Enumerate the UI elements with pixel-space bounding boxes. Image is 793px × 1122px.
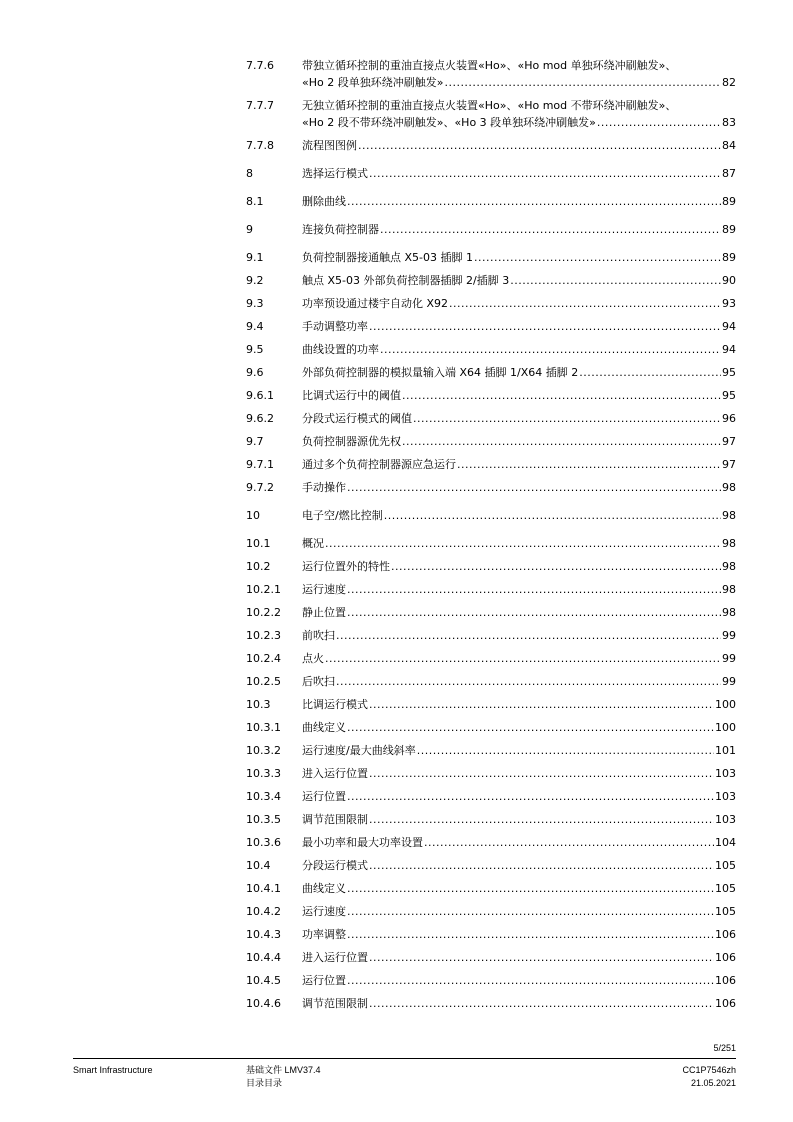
dot-leader <box>369 949 714 966</box>
toc-entry-line <box>302 193 736 210</box>
toc-entry-line <box>302 74 736 91</box>
toc-entry[interactable] <box>246 581 736 598</box>
toc-entry-title: 负荷控制器接通触点 X5-03 插脚 1 <box>302 251 473 264</box>
toc-entry-line <box>302 604 736 621</box>
dot-leader <box>358 137 721 154</box>
toc-entry-number: 10.2 <box>246 560 271 573</box>
toc-entry-page: 105 <box>715 859 736 872</box>
toc-entry-body <box>302 364 736 381</box>
toc-entry-line <box>302 558 736 575</box>
toc-entry-title: 运行速度 <box>302 905 346 918</box>
toc-entry-body <box>302 742 736 759</box>
toc-entry-number: 10.3.2 <box>246 744 281 757</box>
toc-entry-line <box>302 857 736 874</box>
footer-section: 目录目录 <box>246 1078 283 1088</box>
toc-entry[interactable] <box>246 57 736 91</box>
footer-document <box>246 1064 321 1090</box>
dot-leader <box>424 834 714 851</box>
toc-entry-line <box>302 535 736 552</box>
toc-entry-body <box>302 318 736 335</box>
dot-leader <box>474 249 721 266</box>
dot-leader <box>336 627 721 644</box>
toc-entry[interactable] <box>246 880 736 897</box>
dot-leader <box>325 650 721 667</box>
toc-entry-page: 98 <box>722 537 736 550</box>
dot-leader <box>369 696 714 713</box>
toc-entry-line <box>302 114 736 131</box>
toc-entry-title: 前吹扫 <box>302 629 335 642</box>
dot-leader <box>444 74 721 91</box>
toc-entry[interactable] <box>246 857 736 874</box>
toc-entry-body <box>302 433 736 450</box>
toc-entry-number: 10.2.1 <box>246 583 281 596</box>
dot-leader <box>579 364 721 381</box>
toc-entry-body <box>302 903 736 920</box>
dot-leader <box>369 765 714 782</box>
toc-entry-title: 带独立循环控制的重油直接点火装置«Ho»、«Ho mod 单独环绕冲刷触发»、 <box>302 59 677 72</box>
toc-entry-line <box>302 57 736 74</box>
dot-leader <box>347 788 714 805</box>
toc-entry-line <box>302 880 736 897</box>
toc-entry-number: 7.7.7 <box>246 99 274 112</box>
toc-entry[interactable] <box>246 318 736 335</box>
dot-leader <box>380 341 721 358</box>
toc-entry-page: 87 <box>722 167 736 180</box>
toc-entry-line <box>302 972 736 989</box>
toc-entry[interactable] <box>246 193 736 210</box>
toc-entry-line <box>302 479 736 496</box>
toc-entry-title: «Ho 2 段单独环绕冲刷触发» <box>302 76 444 89</box>
toc-entry-number: 10.4 <box>246 859 271 872</box>
toc-entry-title: 无独立循环控制的重油直接点火装置«Ho»、«Ho mod 不带环绕冲刷触发»、 <box>302 99 677 112</box>
toc-entry-page: 99 <box>722 675 736 688</box>
toc-entry-body <box>302 673 736 690</box>
dot-leader <box>347 479 721 496</box>
toc-entry-title: 进入运行位置 <box>302 767 368 780</box>
dot-leader <box>449 295 721 312</box>
toc-entry-line <box>302 650 736 667</box>
toc-entry-page: 93 <box>722 297 736 310</box>
toc-entry-line <box>302 581 736 598</box>
toc-entry[interactable] <box>246 535 736 552</box>
toc-entry-body <box>302 341 736 358</box>
toc-entry-title: 静止位置 <box>302 606 346 619</box>
toc-entry-page: 99 <box>722 629 736 642</box>
toc-entry-line <box>302 387 736 404</box>
toc-entry-title: 运行位置 <box>302 974 346 987</box>
toc-entry[interactable] <box>246 926 736 943</box>
toc-entry-title: 功率调整 <box>302 928 346 941</box>
toc-entry-line <box>302 318 736 335</box>
toc-entry-title: 曲线定义 <box>302 721 346 734</box>
toc-entry[interactable] <box>246 765 736 782</box>
dot-leader <box>380 221 721 238</box>
toc-entry-title: 后吹扫 <box>302 675 335 688</box>
toc-entry-page: 89 <box>722 251 736 264</box>
toc-entry-line <box>302 995 736 1012</box>
toc-entry-title: 外部负荷控制器的模拟量输入端 X64 插脚 1/X64 插脚 2 <box>302 366 579 379</box>
toc-entry-number: 10.3.6 <box>246 836 281 849</box>
toc-entry-number: 9.6.1 <box>246 389 274 402</box>
dot-leader <box>369 165 721 182</box>
toc-entry-title: 通过多个负荷控制器源应急运行 <box>302 458 456 471</box>
toc-entry[interactable] <box>246 410 736 427</box>
toc-entry-title: 点火 <box>302 652 324 665</box>
toc-entry-title: 电子空/燃比控制 <box>302 509 383 522</box>
toc-entry-page: 95 <box>722 389 736 402</box>
toc-entry-body <box>302 811 736 828</box>
toc-entry-page: 106 <box>715 951 736 964</box>
dot-leader <box>325 535 721 552</box>
dot-leader <box>402 433 721 450</box>
toc-entry-number: 10.3.5 <box>246 813 281 826</box>
toc-entry-title: 调节范围限制 <box>302 997 368 1010</box>
toc-entry-title: 运行速度/最大曲线斜率 <box>302 744 416 757</box>
toc-entry-page: 106 <box>715 928 736 941</box>
dot-leader <box>391 558 721 575</box>
dot-leader <box>384 507 721 524</box>
dot-leader <box>457 456 721 473</box>
toc-entry-page: 97 <box>722 435 736 448</box>
toc-entry-page: 94 <box>722 320 736 333</box>
toc-entry-number: 9.5 <box>246 343 264 356</box>
toc-entry-body <box>302 926 736 943</box>
toc-entry-line <box>302 221 736 238</box>
toc-entry-title: 运行位置 <box>302 790 346 803</box>
toc-entry-line <box>302 97 736 114</box>
toc-entry[interactable] <box>246 387 736 404</box>
toc-entry-number: 9.7.1 <box>246 458 274 471</box>
toc-entry-page: 96 <box>722 412 736 425</box>
toc-entry-page: 90 <box>722 274 736 287</box>
footer-divider <box>73 1058 736 1059</box>
toc-entry-page: 98 <box>722 583 736 596</box>
toc-entry-title: 比调运行模式 <box>302 698 368 711</box>
dot-leader <box>510 272 721 289</box>
toc-entry-number: 10.4.3 <box>246 928 281 941</box>
toc-entry[interactable] <box>246 558 736 575</box>
toc-entry-title: 进入运行位置 <box>302 951 368 964</box>
toc-entry[interactable] <box>246 627 736 644</box>
toc-entry-body <box>302 788 736 805</box>
toc-entry-number: 7.7.8 <box>246 139 274 152</box>
toc-entry[interactable] <box>246 272 736 289</box>
toc-entry-body <box>302 995 736 1012</box>
toc-entry-page: 97 <box>722 458 736 471</box>
toc-entry-title: 负荷控制器源优先权 <box>302 435 401 448</box>
dot-leader <box>402 387 721 404</box>
dot-leader <box>369 318 721 335</box>
footer-company <box>73 1064 153 1077</box>
toc-entry-line <box>302 834 736 851</box>
toc-entry-line <box>302 341 736 358</box>
toc-entry-line <box>302 507 736 524</box>
toc-entry-number: 10.3.1 <box>246 721 281 734</box>
toc-entry-title: 调节范围限制 <box>302 813 368 826</box>
toc-entry-page: 94 <box>722 343 736 356</box>
toc-entry-number: 9.7.2 <box>246 481 274 494</box>
toc-entry-line <box>302 410 736 427</box>
toc-entry[interactable] <box>246 604 736 621</box>
toc-entry-body <box>302 456 736 473</box>
toc-entry-page: 103 <box>715 767 736 780</box>
toc-entry-page: 84 <box>722 139 736 152</box>
toc-entry-line <box>302 765 736 782</box>
toc-entry-title: 触点 X5-03 外部负荷控制器插脚 2/插脚 3 <box>302 274 510 287</box>
footer-company-name: Smart Infrastructure <box>73 1065 153 1075</box>
toc-entry-line <box>302 903 736 920</box>
toc-entry-page: 103 <box>715 790 736 803</box>
toc-entry-title: 曲线设置的功率 <box>302 343 379 356</box>
toc-entry-page: 98 <box>722 481 736 494</box>
toc-entry-line <box>302 949 736 966</box>
toc-entry-body <box>302 949 736 966</box>
toc-entry-title: 概况 <box>302 537 324 550</box>
toc-entry-body <box>302 857 736 874</box>
toc-entry[interactable] <box>246 650 736 667</box>
toc-entry-page: 99 <box>722 652 736 665</box>
toc-entry-body <box>302 581 736 598</box>
toc-entry-number: 9.3 <box>246 297 264 310</box>
toc-entry-body <box>302 479 736 496</box>
toc-entry-body <box>302 387 736 404</box>
dot-leader <box>336 673 721 690</box>
toc-entry-number: 9.6 <box>246 366 264 379</box>
footer-doc-title: 基础文件 LMV37.4 <box>246 1065 321 1075</box>
toc-entry-page: 105 <box>715 882 736 895</box>
toc-entry-page: 106 <box>715 997 736 1010</box>
toc-entry-body <box>302 221 736 238</box>
toc-entry[interactable] <box>246 995 736 1012</box>
dot-leader <box>413 410 721 427</box>
toc-entry[interactable] <box>246 507 736 524</box>
toc-entry-title: 分段式运行模式的阈值 <box>302 412 412 425</box>
toc-entry-body <box>302 410 736 427</box>
toc-entry[interactable] <box>246 433 736 450</box>
toc-entry-body <box>302 972 736 989</box>
toc-entry[interactable] <box>246 696 736 713</box>
toc-entry-number: 10.4.1 <box>246 882 281 895</box>
toc-entry-body <box>302 165 736 182</box>
toc-entry-page: 101 <box>715 744 736 757</box>
toc-entry-page: 82 <box>722 76 736 89</box>
toc-entry[interactable] <box>246 742 736 759</box>
toc-entry-body <box>302 57 736 91</box>
toc-entry-number: 10 <box>246 509 260 522</box>
toc-entry[interactable] <box>246 295 736 312</box>
toc-entry-number: 9.7 <box>246 435 264 448</box>
toc-entry-line <box>302 719 736 736</box>
toc-entry-number: 8 <box>246 167 253 180</box>
toc-entry[interactable] <box>246 221 736 238</box>
toc-entry[interactable] <box>246 97 736 131</box>
toc-entry-body <box>302 719 736 736</box>
toc-entry-line <box>302 673 736 690</box>
toc-entry-title: 曲线定义 <box>302 882 346 895</box>
toc-entry-body <box>302 696 736 713</box>
toc-entry-number: 10.2.4 <box>246 652 281 665</box>
toc-entry-number: 9.6.2 <box>246 412 274 425</box>
toc-entry-line <box>302 788 736 805</box>
toc-entry-number: 10.2.5 <box>246 675 281 688</box>
table-of-contents <box>246 57 736 1018</box>
toc-entry[interactable] <box>246 903 736 920</box>
toc-entry-title: 连接负荷控制器 <box>302 223 379 236</box>
toc-entry-title: 流程图图例 <box>302 139 357 152</box>
toc-entry-body <box>302 558 736 575</box>
toc-entry-title: 运行速度 <box>302 583 346 596</box>
toc-entry[interactable] <box>246 949 736 966</box>
toc-entry-page: 104 <box>715 836 736 849</box>
toc-entry[interactable] <box>246 341 736 358</box>
toc-entry[interactable] <box>246 456 736 473</box>
toc-entry-page: 103 <box>715 813 736 826</box>
toc-entry-body <box>302 627 736 644</box>
toc-entry-page: 83 <box>722 116 736 129</box>
dot-leader <box>347 880 714 897</box>
toc-entry-body <box>302 193 736 210</box>
toc-entry-page: 106 <box>715 974 736 987</box>
dot-leader <box>597 114 721 131</box>
toc-entry-number: 9.2 <box>246 274 264 287</box>
toc-entry-line <box>302 433 736 450</box>
toc-entry-page: 100 <box>715 721 736 734</box>
toc-entry-number: 10.4.6 <box>246 997 281 1010</box>
footer-date: 21.05.2021 <box>690 1078 736 1088</box>
dot-leader <box>347 604 721 621</box>
dot-leader <box>347 972 714 989</box>
toc-entry[interactable] <box>246 165 736 182</box>
toc-entry-line <box>302 811 736 828</box>
dot-leader <box>369 857 714 874</box>
toc-entry[interactable] <box>246 811 736 828</box>
toc-entry-body <box>302 295 736 312</box>
toc-entry-body <box>302 880 736 897</box>
toc-entry-title: 功率预设通过楼宇自动化 X92 <box>302 297 449 310</box>
toc-entry[interactable] <box>246 788 736 805</box>
toc-entry-title: 比调式运行中的阈值 <box>302 389 401 402</box>
toc-entry-page: 89 <box>722 223 736 236</box>
page-number: 5/251 <box>713 1043 736 1053</box>
toc-entry-title: 分段运行模式 <box>302 859 368 872</box>
toc-entry-page: 98 <box>722 606 736 619</box>
toc-entry[interactable] <box>246 673 736 690</box>
toc-entry-line <box>302 456 736 473</box>
dot-leader <box>347 719 714 736</box>
toc-entry-line <box>302 272 736 289</box>
footer-meta <box>682 1064 736 1090</box>
toc-entry-page: 98 <box>722 509 736 522</box>
toc-entry-number: 10.3.4 <box>246 790 281 803</box>
toc-entry-body <box>302 272 736 289</box>
toc-entry-title: 手动操作 <box>302 481 346 494</box>
toc-entry-title: «Ho 2 段不带环绕冲刷触发»、«Ho 3 段单独环绕冲刷触发» <box>302 116 596 129</box>
toc-entry[interactable] <box>246 137 736 154</box>
toc-entry-title: 手动调整功率 <box>302 320 368 333</box>
toc-entry[interactable] <box>246 972 736 989</box>
toc-entry-page: 100 <box>715 698 736 711</box>
footer-doc-id: CC1P7546zh <box>682 1065 736 1075</box>
toc-entry-body <box>302 249 736 266</box>
toc-entry-body <box>302 834 736 851</box>
toc-entry-line <box>302 249 736 266</box>
toc-entry-line <box>302 295 736 312</box>
toc-entry-number: 9 <box>246 223 253 236</box>
toc-entry-title: 运行位置外的特性 <box>302 560 390 573</box>
toc-entry-number: 10.1 <box>246 537 271 550</box>
toc-entry-number: 8.1 <box>246 195 264 208</box>
dot-leader <box>347 926 714 943</box>
toc-entry-title: 最小功率和最大功率设置 <box>302 836 423 849</box>
dot-leader <box>369 811 714 828</box>
toc-entry[interactable] <box>246 364 736 381</box>
toc-entry-body <box>302 765 736 782</box>
toc-entry-body <box>302 604 736 621</box>
toc-entry-page: 105 <box>715 905 736 918</box>
toc-entry-body <box>302 137 736 154</box>
toc-entry-number: 10.2.2 <box>246 606 281 619</box>
toc-entry[interactable] <box>246 719 736 736</box>
toc-entry-page: 95 <box>722 366 736 379</box>
toc-entry-number: 10.2.3 <box>246 629 281 642</box>
toc-entry-body <box>302 97 736 131</box>
toc-entry-body <box>302 507 736 524</box>
toc-entry-number: 10.3 <box>246 698 271 711</box>
toc-entry-number: 10.4.2 <box>246 905 281 918</box>
dot-leader <box>347 581 721 598</box>
toc-entry-line <box>302 364 736 381</box>
toc-entry[interactable] <box>246 479 736 496</box>
dot-leader <box>417 742 714 759</box>
toc-entry-page: 89 <box>722 195 736 208</box>
toc-entry-line <box>302 696 736 713</box>
toc-entry-title: 选择运行模式 <box>302 167 368 180</box>
toc-entry-line <box>302 137 736 154</box>
toc-entry-number: 9.1 <box>246 251 264 264</box>
toc-entry-line <box>302 627 736 644</box>
toc-entry-body <box>302 650 736 667</box>
toc-entry-number: 10.3.3 <box>246 767 281 780</box>
dot-leader <box>347 193 721 210</box>
toc-entry[interactable] <box>246 834 736 851</box>
toc-entry-number: 9.4 <box>246 320 264 333</box>
toc-entry-body <box>302 535 736 552</box>
toc-entry-page: 98 <box>722 560 736 573</box>
toc-entry-number: 10.4.4 <box>246 951 281 964</box>
dot-leader <box>369 995 714 1012</box>
dot-leader <box>347 903 714 920</box>
toc-entry-line <box>302 742 736 759</box>
toc-entry[interactable] <box>246 249 736 266</box>
toc-entry-line <box>302 926 736 943</box>
toc-entry-line <box>302 165 736 182</box>
toc-entry-number: 10.4.5 <box>246 974 281 987</box>
toc-entry-title: 删除曲线 <box>302 195 346 208</box>
toc-entry-number: 7.7.6 <box>246 59 274 72</box>
